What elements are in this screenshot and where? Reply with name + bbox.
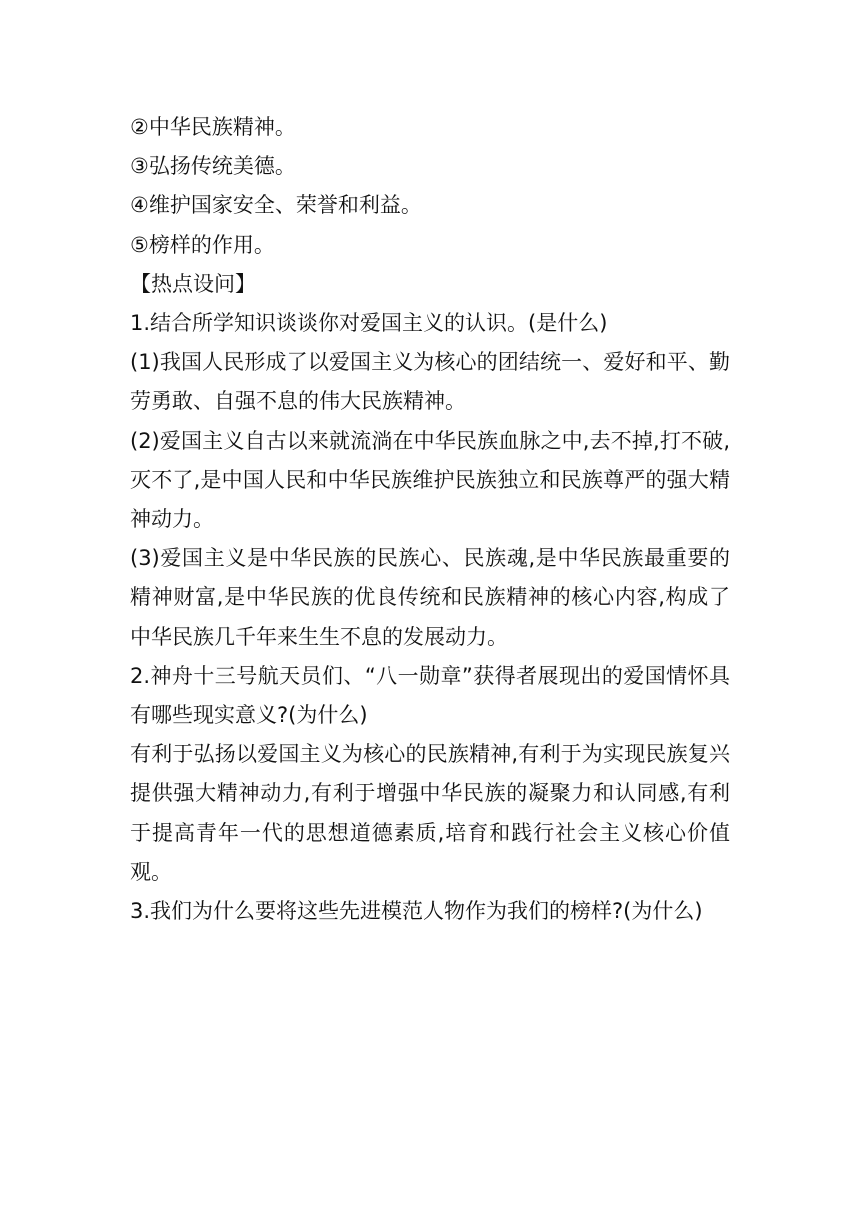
question-3: 3.我们为什么要将这些先进模范人物作为我们的榜样?(为什么) xyxy=(130,899,703,924)
answer-1-2: (2)爱国主义自古以来就流淌在中华民族血脉之中,去不掉,打不破,灭不了,是中国人民和中华民族维护民族独立和民族尊严的强大精神动力。 xyxy=(130,428,730,532)
section-heading: 【热点设问】 xyxy=(130,271,256,296)
question-1: 1.结合所学知识谈谈你对爱国主义的认识。(是什么) xyxy=(130,311,608,336)
document-page xyxy=(130,108,730,931)
answer-2: 有利于弘扬以爱国主义为核心的民族精神,有利于为实现民族复兴提供强大精神动力,有利于增强中华民族的凝聚力和认同感,有利于提高青年一代的思想道德素质,培育和践行社会主义核心价值观。 xyxy=(130,742,730,884)
list-item: ⑤榜样的作用。 xyxy=(130,232,275,257)
list-item: ②中华民族精神。 xyxy=(130,115,296,139)
list-item: ③弘扬传统美德。 xyxy=(130,154,296,179)
answer-1-1: (1)我国人民形成了以爱国主义为核心的团结统一、爱好和平、勤劳勇敢、自强不息的伟大民族精神。 xyxy=(130,350,730,414)
answer-1-3: (3)爱国主义是中华民族的民族心、民族魂,是中华民族最重要的精神财富,是中华民族的优良传统和民族精神的核心内容,构成了中华民族几千年来生生不息的发展动力。 xyxy=(130,546,730,649)
question-2: 2.神舟十三号航天员们、“八一勋章”获得者展现出的爱国情怀具有哪些现实意义?(为什么) xyxy=(130,663,730,728)
list-item: ④维护国家安全、荣誉和利益。 xyxy=(130,193,422,218)
